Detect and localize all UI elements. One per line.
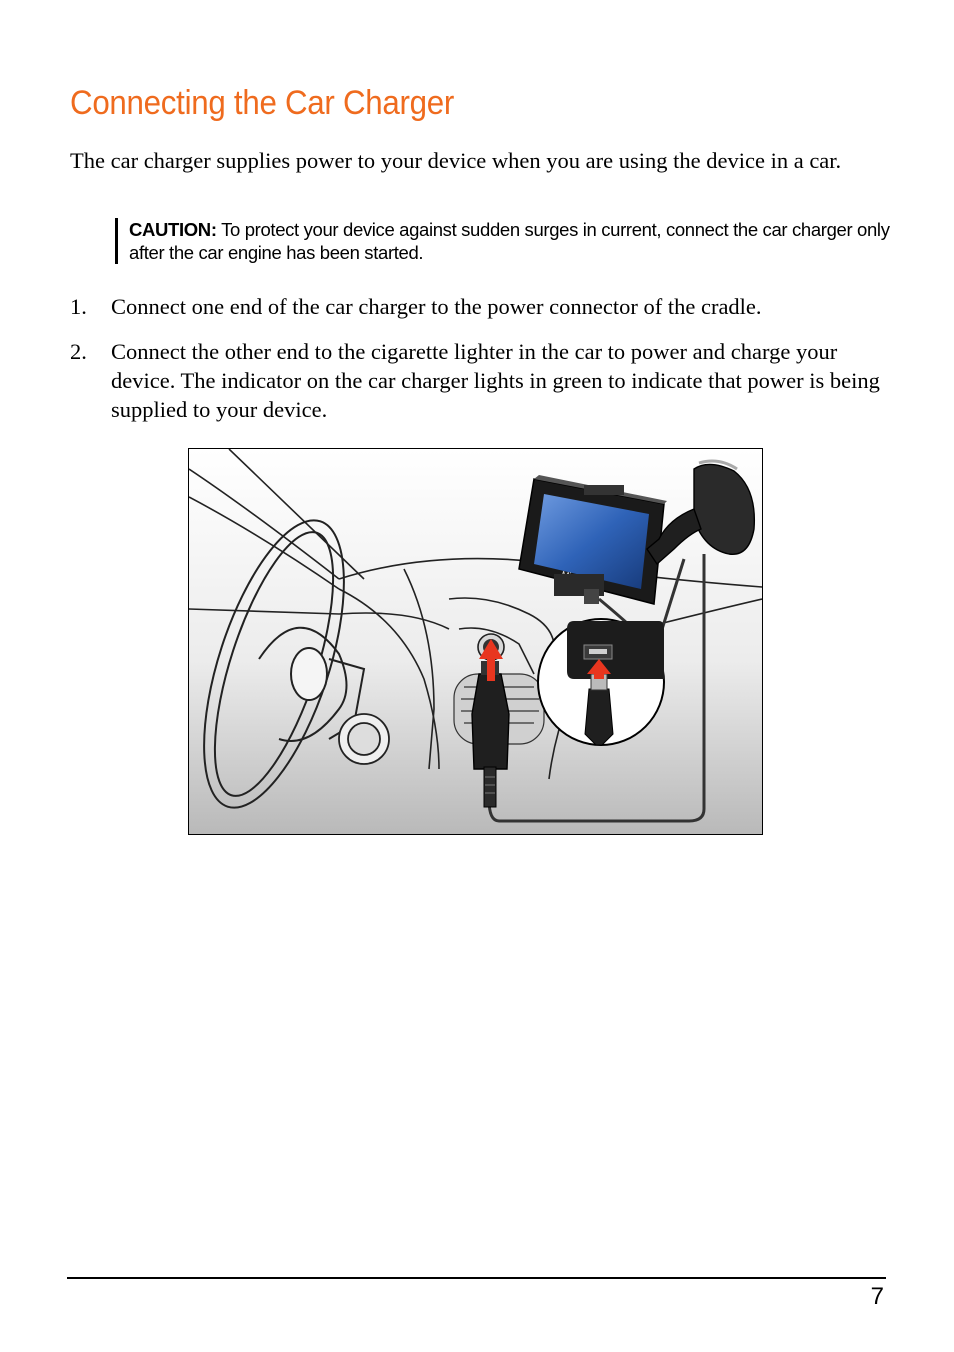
step-2 — [70, 337, 890, 424]
step-number: 1. — [70, 294, 87, 319]
caution-note — [115, 218, 909, 264]
connector-zoom-inset — [538, 619, 664, 745]
round-vent — [339, 714, 389, 764]
page-title: Connecting the Car Charger — [70, 84, 455, 122]
step-text: Connect one end of the car charger to the power connector of the cradle. — [111, 294, 762, 319]
footer-rule — [67, 1277, 886, 1279]
step-number: 2. — [70, 339, 87, 364]
step-1 — [70, 292, 890, 321]
step-text: Connect the other end to the cigarette lighter in the car to power and charge your device. The indicator on the car charger lights in green to indicate that power is being supplied to your device. — [111, 339, 880, 422]
intro-paragraph: The car charger supplies power to your device when you are using the device in a car. — [70, 148, 842, 173]
caution-text: To protect your device against sudden surges in current, connect the car charger only after the car engine has been started. — [129, 219, 890, 263]
car-charger-illustration — [188, 448, 763, 835]
caution-label: CAUTION: — [129, 219, 217, 240]
page-number: 7 — [870, 1283, 884, 1310]
